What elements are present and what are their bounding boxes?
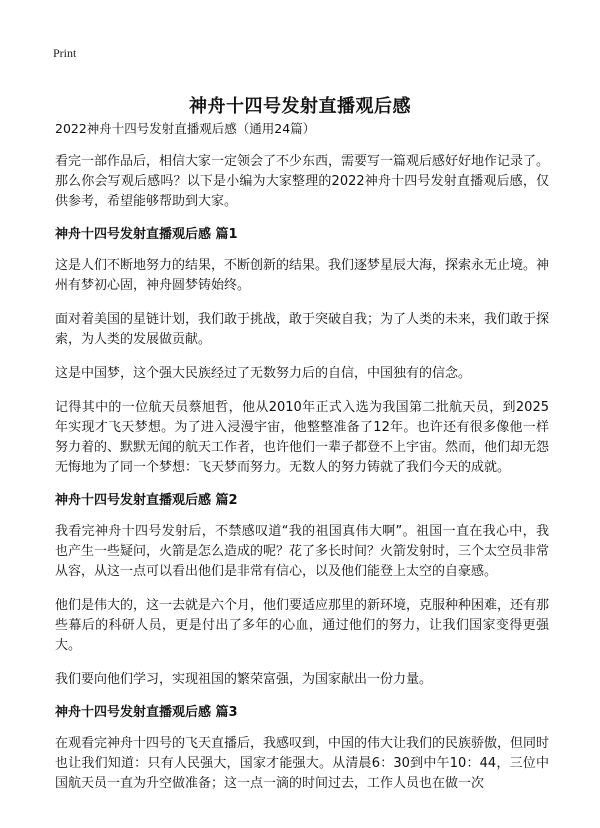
section-1-paragraph-1: 这是人们不断地努力的结果，不断创新的结果。我们逐梦星辰大海，探索永无止境。神州有梦初心固，神舟圆梦铸始终。 (55, 258, 550, 293)
section-heading-1: 神舟十四号发射直播观后感 篇1 (55, 227, 238, 242)
section-2-paragraph-2: 他们是伟大的，这一去就是六个月，他们要适应那里的新环境，克服种种困难，还有那些幕后的科研人员，更是付出了多年的心血，通过他们的努力，让我们国家变得更强大。 (55, 598, 550, 653)
article-body (55, 120, 549, 808)
section-1-paragraph-2: 面对着美国的星链计划，我们敢于挑战，敢于突破自我；为了人类的未来，我们敢于探索，为人类的发展做贡献。 (55, 312, 550, 347)
section-1-paragraph-4: 记得其中的一位航天员蔡旭哲，他从2010年正式入选为我国第二批航天员，到2025年实现才飞天梦想。为了进入浸漫宇宙，他整整准备了12年。也许还有很多像他一样努力着的、默默无闻的航天工作者，也许他们一辈子都登不上宇宙。然而，他们却无怨无悔地为了同一个梦想：飞天梦而努力。无数人的努力铸就了我们今天的成就。 (55, 400, 550, 475)
intro-paragraph: 看完一部作品后，相信大家一定领会了不少东西，需要写一篇观后感好好地作记录了。那么你会写观后感吗？以下是小编为大家整理的2022神舟十四号发射直播观后感，仅供参考，希望能够帮助到大家。 (55, 154, 550, 209)
article-title: 神舟十四号发射直播观后感 (189, 96, 411, 118)
section-heading-3: 神舟十四号发射直播观后感 篇3 (55, 705, 238, 720)
section-2-paragraph-1: 我看完神舟十四号发射后，不禁感叹道“我的祖国真伟大啊”。祖国一直在我心中，我也产生一些疑问，火箭是怎么造成的呢？花了多长时间？火箭发射时，三个太空员非常从容，从这一点可以看出他们是非常有信心，以及他们能登上太空的自豪感。 (55, 524, 550, 579)
print-link[interactable]: Print (53, 46, 77, 60)
section-1-paragraph-3: 这是中国梦，这个强大民族经过了无数努力后的自信，中国独有的信念。 (55, 366, 472, 381)
article-subtitle: 2022神舟十四号发射直播观后感（通用24篇） (55, 121, 316, 136)
section-2-paragraph-3: 我们要向他们学习，实现祖国的繁荣富强，为国家献出一份力量。 (55, 672, 433, 687)
section-3-paragraph-1: 在观看完神舟十四号的飞天直播后，我感叹到，中国的伟大让我们的民族骄傲，但同时也让我们知道：只有人民强大，国家才能强大。从清晨6：30到中午10：44，三位中国航天员一直为升空做准备；这一点一滴的时间过去，工作人员也在做一次 (55, 736, 550, 791)
section-heading-2: 神舟十四号发射直播观后感 篇2 (55, 493, 238, 508)
